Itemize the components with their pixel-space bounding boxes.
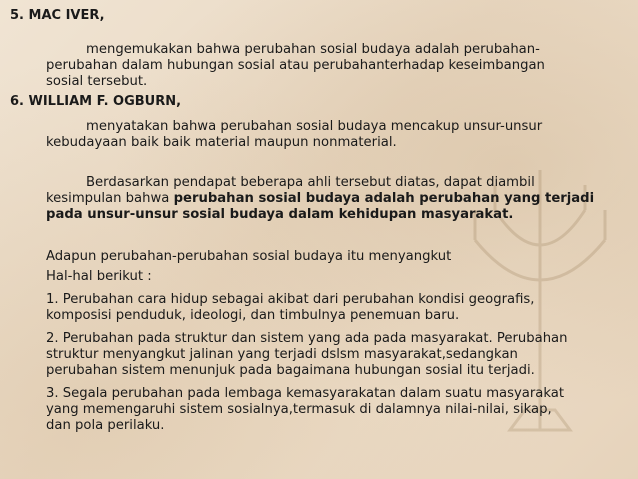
- conclusion-line-1-text: Berdasarkan pendapat beberapa ahli tersebut diatas, dapat diambil: [86, 175, 535, 190]
- mac-iver-line-1-text: mengemukakan bahwa perubahan sosial budaya adalah perubahan-: [86, 42, 540, 57]
- item-1-line-1: 1. Perubahan cara hidup sebagai akibat dari perubahan kondisi geografis,: [46, 292, 535, 307]
- ogburn-line-1-text: menyatakan bahwa perubahan sosial budaya mencakup unsur-unsur: [86, 119, 543, 134]
- intro-line-2: Hal-hal berikut :: [46, 269, 152, 284]
- ogburn-line-1: [46, 119, 631, 135]
- item-3-line-1: 3. Segala perubahan pada lembaga kemasyarakatan dalam suatu masyarakat: [46, 386, 565, 401]
- item-2-line-1: 2. Perubahan pada struktur dan sistem yang ada pada masyarakat. Perubahan: [46, 331, 568, 346]
- item-1-line-2: komposisi penduduk, ideologi, dan timbulnya penemuan baru.: [46, 308, 460, 323]
- conclusion-bold-text: perubahan sosial budaya adalah perubahan yang terjadi: [173, 191, 595, 206]
- item-2-line-2: struktur menyangkut jalinan yang terjadi dslsm masyarakat,sedangkan: [46, 347, 518, 362]
- mac-iver-line-2: perubahan dalam hubungan sosial atau perubahanterhadap keseimbangan: [46, 58, 545, 73]
- conclusion-line-3: [46, 207, 631, 223]
- heading-mac-iver: 5. MAC IVER,: [10, 8, 105, 23]
- ogburn-line-2: kebudayaan baik baik material maupun nonmaterial.: [46, 135, 397, 150]
- intro-line-1: Adapun perubahan-perubahan sosial budaya itu menyangkut: [46, 249, 452, 264]
- item-3-line-2: yang memengaruhi sistem sosialnya,termasuk di dalamnya nilai-nilai, sikap,: [46, 402, 552, 417]
- mac-iver-line-3: sosial tersebut.: [46, 74, 148, 89]
- conclusion-plain-text: kesimpulan bahwa: [46, 191, 174, 206]
- conclusion-line-2: [46, 191, 631, 207]
- heading-william-ogburn: 6. WILLIAM F. OGBURN,: [10, 94, 182, 109]
- item-2-line-3: perubahan sistem menunjuk pada bagaimana hubungan sosial itu terjadi.: [46, 363, 535, 378]
- mac-iver-line-1: [46, 42, 631, 58]
- conclusion-bold-text-2: pada unsur-unsur sosial budaya dalam kehidupan masyarakat.: [46, 207, 514, 222]
- conclusion-line-1: [46, 175, 631, 191]
- item-3-line-3: dan pola perilaku.: [46, 418, 165, 433]
